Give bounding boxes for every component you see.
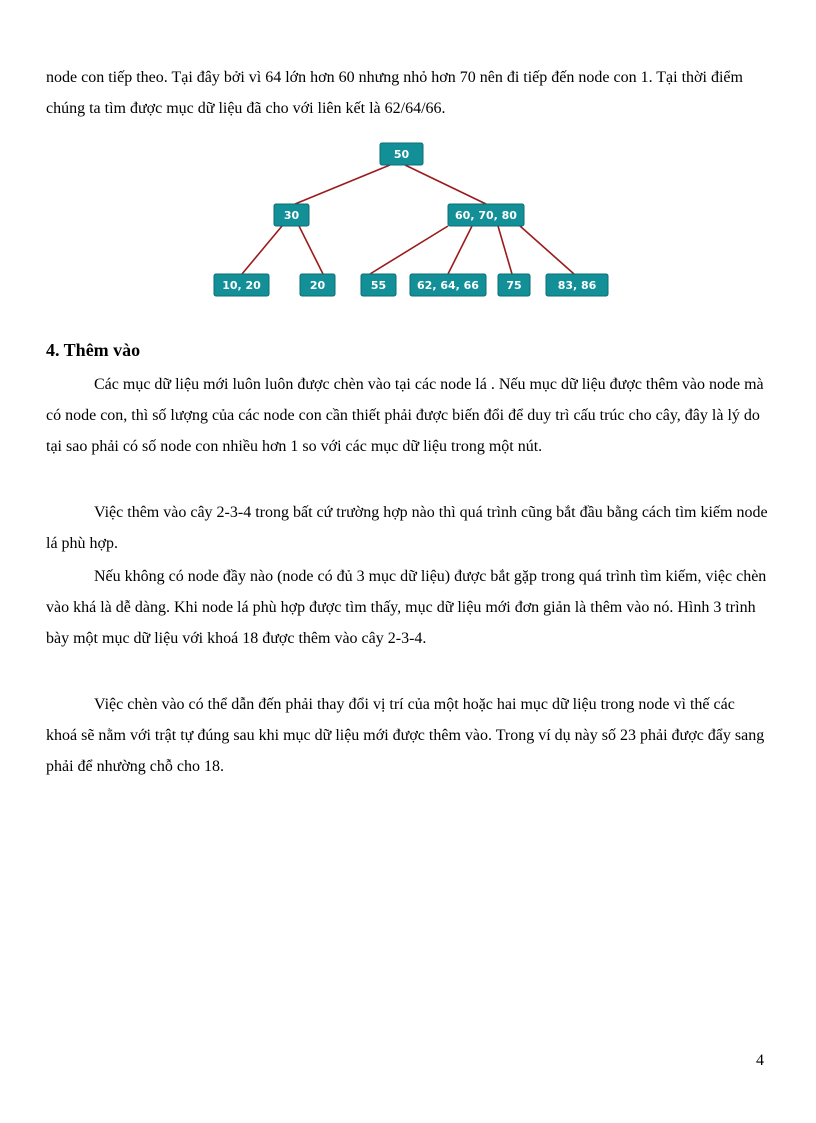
tree-leaf-10-20-label: 10, 20: [222, 279, 261, 292]
edge-root-left: [295, 165, 390, 204]
tree-node-30: [274, 204, 309, 226]
edge-root-right: [405, 165, 486, 204]
tree-leaf-62-64-66-label: 62, 64, 66: [417, 279, 479, 292]
tree-node-30-label: 30: [283, 209, 300, 222]
tree-node-root: [380, 143, 423, 165]
edge-mid-1: [370, 226, 448, 274]
edge-30-right: [299, 226, 323, 274]
section-heading: 4. Thêm vào: [46, 340, 141, 360]
paragraph-3: Nếu không có node đầy nào (node có đủ 3 mục dữ liệu) được bắt gặp trong quá trình tìm kiếm, việc chèn vào khá là dễ dàng. Khi node lá phù hợp được tìm thấy, mục dữ liệu mới đơn giản là thêm vào nó. Hình 3 trình bày một mục dữ liệu với khoá 18 được thêm vào cây 2-3-4.: [46, 568, 767, 647]
edge-mid-3: [498, 226, 512, 274]
tree-leaf-20-label: 20: [309, 279, 326, 292]
paragraph-1: Các mục dữ liệu mới luôn luôn được chèn vào tại các node lá . Nếu mục dữ liệu được thêm vào node mà có node con, thì số lượng của các node con cần thiết phải được biến đổi để duy trì cấu trúc cho cây, đây là lý do tại sao phải có số node con nhiều hơn 1 so với các mục dữ liệu trong một nút.: [46, 376, 764, 455]
tree-leaf-75: [498, 274, 530, 296]
tree-leaf-55-label: 55: [370, 279, 387, 292]
tree-svg: [210, 140, 610, 305]
tree-node-root-label: 50: [393, 148, 410, 161]
tree-diagram: [210, 140, 610, 305]
tree-leaf-20: [300, 274, 335, 296]
edge-30-left: [242, 226, 282, 274]
tree-leaf-62-64-66: [410, 274, 486, 296]
paragraph-2: Việc thêm vào cây 2-3-4 trong bất cứ trường hợp nào thì quá trình cũng bắt đầu bằng cách tìm kiếm node lá phù hợp.: [46, 504, 768, 552]
intro-paragraph: node con tiếp theo. Tại đây bởi vì 64 lớn hơn 60 nhưng nhỏ hơn 70 nên đi tiếp đến node con 1. Tại thời điểm chúng ta tìm được mục dữ liệu đã cho với liên kết là 62/64/66.: [46, 69, 743, 117]
tree-leaf-75-label: 75: [506, 279, 522, 292]
edge-mid-4: [520, 226, 574, 274]
edge-mid-2: [448, 226, 472, 274]
tree-leaf-10-20: [214, 274, 269, 296]
tree-leaf-55: [361, 274, 396, 296]
tree-leaf-83-86: [546, 274, 608, 296]
tree-node-60-70-80: [448, 204, 524, 226]
tree-leaf-83-86-label: 83, 86: [557, 279, 597, 292]
tree-node-60-70-80-label: 60, 70, 80: [455, 209, 517, 222]
paragraph-4: Việc chèn vào có thể dẫn đến phải thay đổi vị trí của một hoặc hai mục dữ liệu trong node vì thế các khoá sẽ nằm với trật tự đúng sau khi mục dữ liệu mới được thêm vào. Trong ví dụ này số 23 phải được đẩy sang phải để nhường chỗ cho 18.: [46, 696, 765, 775]
page-number: 4: [756, 1052, 764, 1069]
